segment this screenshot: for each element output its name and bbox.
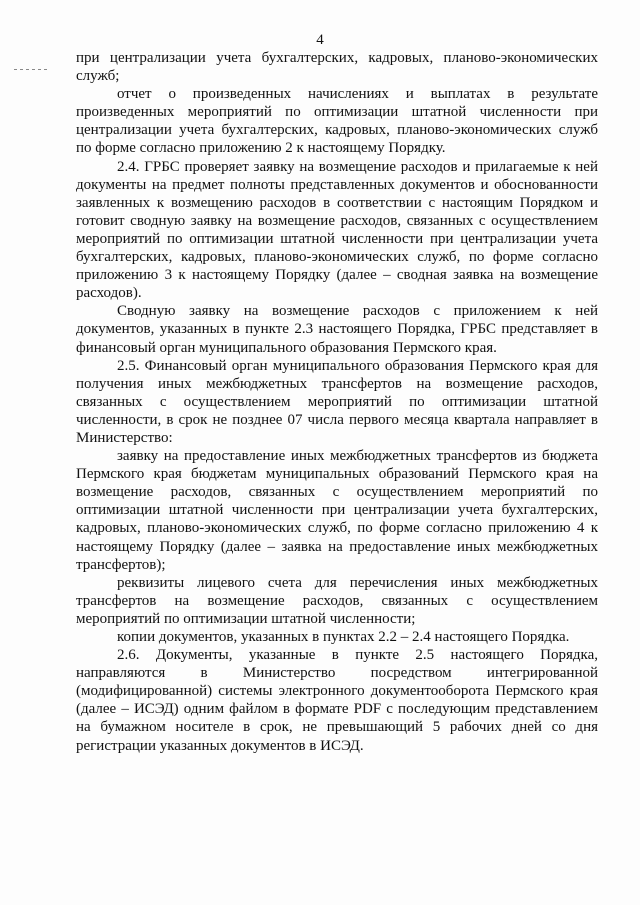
paragraph-summary-request: Сводную заявку на возмещение расходов с приложением к ней документов, указанных в пункте 2.3 настоящего Порядка, ГРБС представляет в финансовый орган муниципального образования Пермского края. <box>76 303 598 356</box>
paragraph-copies-item: копии документов, указанных в пунктах 2.2 – 2.4 настоящего Порядка. <box>117 629 570 645</box>
page-number: 4 <box>316 32 324 48</box>
paragraph-request-item: заявку на предоставление иных межбюджетных трансфертов из бюджета Пермского края бюджетам муниципальных образований Пермского края на возмещение расходов, связанных с осуществлением мероприятий по оптимизации штатной численности при централизации учета бухгалтерских, кадровых, планово-экономических служб, по форме согласно приложению 4 к настоящему Порядку (далее – заявка на предоставление иных межбюджетных трансфертов); <box>76 448 598 573</box>
document-body <box>76 49 598 755</box>
paragraph-2-4: 2.4. ГРБС проверяет заявку на возмещение расходов и прилагаемые к ней документы на предмет полноты представленных документов и обоснованности заявленных к возмещению расходов в соответствии с настоящим Порядком и готовит сводную заявку на возмещение расходов, связанных с осуществлением мероприятий по оптимизации штатной численности при централизации учета бухгалтерских, кадровых, планово-экономических служб, по форме согласно приложению 3 к настоящему Порядку (далее – сводная заявка на возмещение расходов). <box>76 158 598 302</box>
paragraph-2-5: 2.5. Финансовый орган муниципального образования Пермского края для получения иных межбюджетных трансфертов на возмещение расходов, связанных с осуществлением мероприятий по оптимизации штатной численности, в срок не позднее 07 числа первого месяца квартала направляет в Министерство: <box>76 357 598 446</box>
paragraph-account-details-item: реквизиты лицевого счета для перечисления иных межбюджетных трансфертов на возмещение расходов, связанных с осуществлением мероприятий по оптимизации штатной численности; <box>76 574 598 627</box>
paragraph-continuation: при централизации учета бухгалтерских, кадровых, планово-экономических служб; <box>76 50 598 85</box>
margin-scan-mark <box>14 60 62 68</box>
paragraph-report-item: отчет о произведенных начислениях и выплатах в результате произведенных мероприятий по оптимизации штатной численности при централизации учета бухгалтерских, кадровых, планово-экономических служб по форме согласно приложению 2 к настоящему Порядку. <box>76 86 598 157</box>
paragraph-2-6: 2.6. Документы, указанные в пункте 2.5 настоящего Порядка, направляются в Министерство посредством интегрированной (модифицированной) системы электронного документооборота Пермского края (далее – ИСЭД) одним файлом в формате PDF с последующим представлением на бумажном носителе в срок, не превышающий 5 рабочих дней со дня регистрации указанных документов в ИСЭД. <box>76 647 598 754</box>
